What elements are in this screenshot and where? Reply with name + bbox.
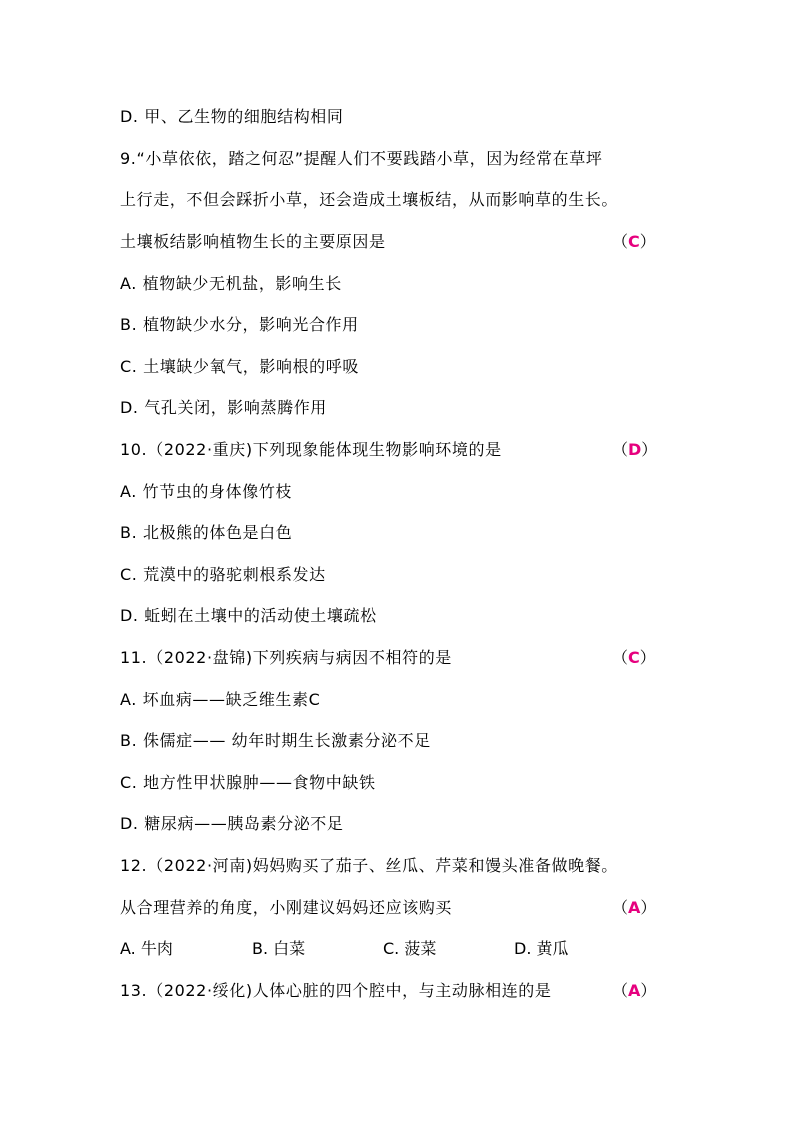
q11-paren-open: （ <box>612 648 629 667</box>
q9-answer <box>612 232 656 252</box>
q9-option-b: B. 植物缺少水分，影响光合作用 <box>120 315 359 334</box>
q9-stem-line-3: 土壤板结影响植物生长的主要原因是 <box>120 232 386 251</box>
q10-answer-letter: D <box>628 440 642 459</box>
q12-answer-letter: A <box>628 898 641 917</box>
q11-stem: 11.（2022·盘锦)下列疾病与病因不相符的是 <box>120 648 452 667</box>
q11-option-b: B. 侏儒症—— 幼年时期生长激素分泌不足 <box>120 731 431 750</box>
q12-stem-line-1: 12.（2022·河南)妈妈购买了茄子、丝瓜、芹菜和馒头准备做晚餐。 <box>120 856 618 875</box>
q8-option-d: D. 甲、乙生物的细胞结构相同 <box>120 107 344 126</box>
q11-answer-letter: C <box>628 648 640 667</box>
q9-answer-letter: C <box>628 232 640 251</box>
q13-paren-open: （ <box>612 981 629 1000</box>
q12-option-c: C. 菠菜 <box>383 939 437 958</box>
q12-stem-line-2: 从合理营养的角度，小刚建议妈妈还应该购买 <box>120 898 453 917</box>
q9-paren-close: ） <box>639 232 656 251</box>
q10-option-d: D. 蚯蚓在土壤中的活动使土壤疏松 <box>120 606 377 625</box>
q9-option-c: C. 土壤缺少氧气，影响根的呼吸 <box>120 357 359 376</box>
q10-option-a: A. 竹节虫的身体像竹枝 <box>120 482 293 501</box>
q11-option-c: C. 地方性甲状腺肿——食物中缺铁 <box>120 773 376 792</box>
q12-option-a: A. 牛肉 <box>120 939 173 958</box>
q12-answer <box>612 898 656 918</box>
q9-stem-line-1: 9.“小草依依，踏之何忍”提醒人们不要践踏小草，因为经常在草坪 <box>120 149 603 168</box>
q10-option-b: B. 北极熊的体色是白色 <box>120 523 293 542</box>
q11-option-a: A. 坏血病——缺乏维生素C <box>120 690 321 709</box>
q10-paren-open: （ <box>612 440 629 459</box>
q12-paren-open: （ <box>612 898 629 917</box>
q9-option-a: A. 植物缺少无机盐，影响生长 <box>120 274 342 293</box>
q11-answer <box>612 648 656 668</box>
q13-answer-letter: A <box>628 981 641 1000</box>
q13-paren-close: ） <box>640 981 657 1000</box>
q13-answer <box>612 981 656 1001</box>
q10-stem: 10.（2022·重庆)下列现象能体现生物影响环境的是 <box>120 440 502 459</box>
q10-paren-close: ） <box>641 440 658 459</box>
q12-option-d: D. 黄瓜 <box>514 939 569 958</box>
q9-stem-line-2: 上行走，不但会踩折小草，还会造成土壤板结，从而影响草的生长。 <box>120 190 619 209</box>
q12-paren-close: ） <box>640 898 657 917</box>
q11-paren-close: ） <box>639 648 656 667</box>
q10-answer <box>612 440 657 460</box>
q9-paren-open: （ <box>612 232 629 251</box>
q9-option-d: D. 气孔关闭，影响蒸腾作用 <box>120 398 327 417</box>
q10-option-c: C. 荒漠中的骆驼刺根系发达 <box>120 565 326 584</box>
q11-option-d: D. 糖尿病——胰岛素分泌不足 <box>120 814 344 833</box>
q12-option-b: B. 白菜 <box>252 939 306 958</box>
q13-stem: 13.（2022·绥化)人体心脏的四个腔中，与主动脉相连的是 <box>120 981 552 1000</box>
